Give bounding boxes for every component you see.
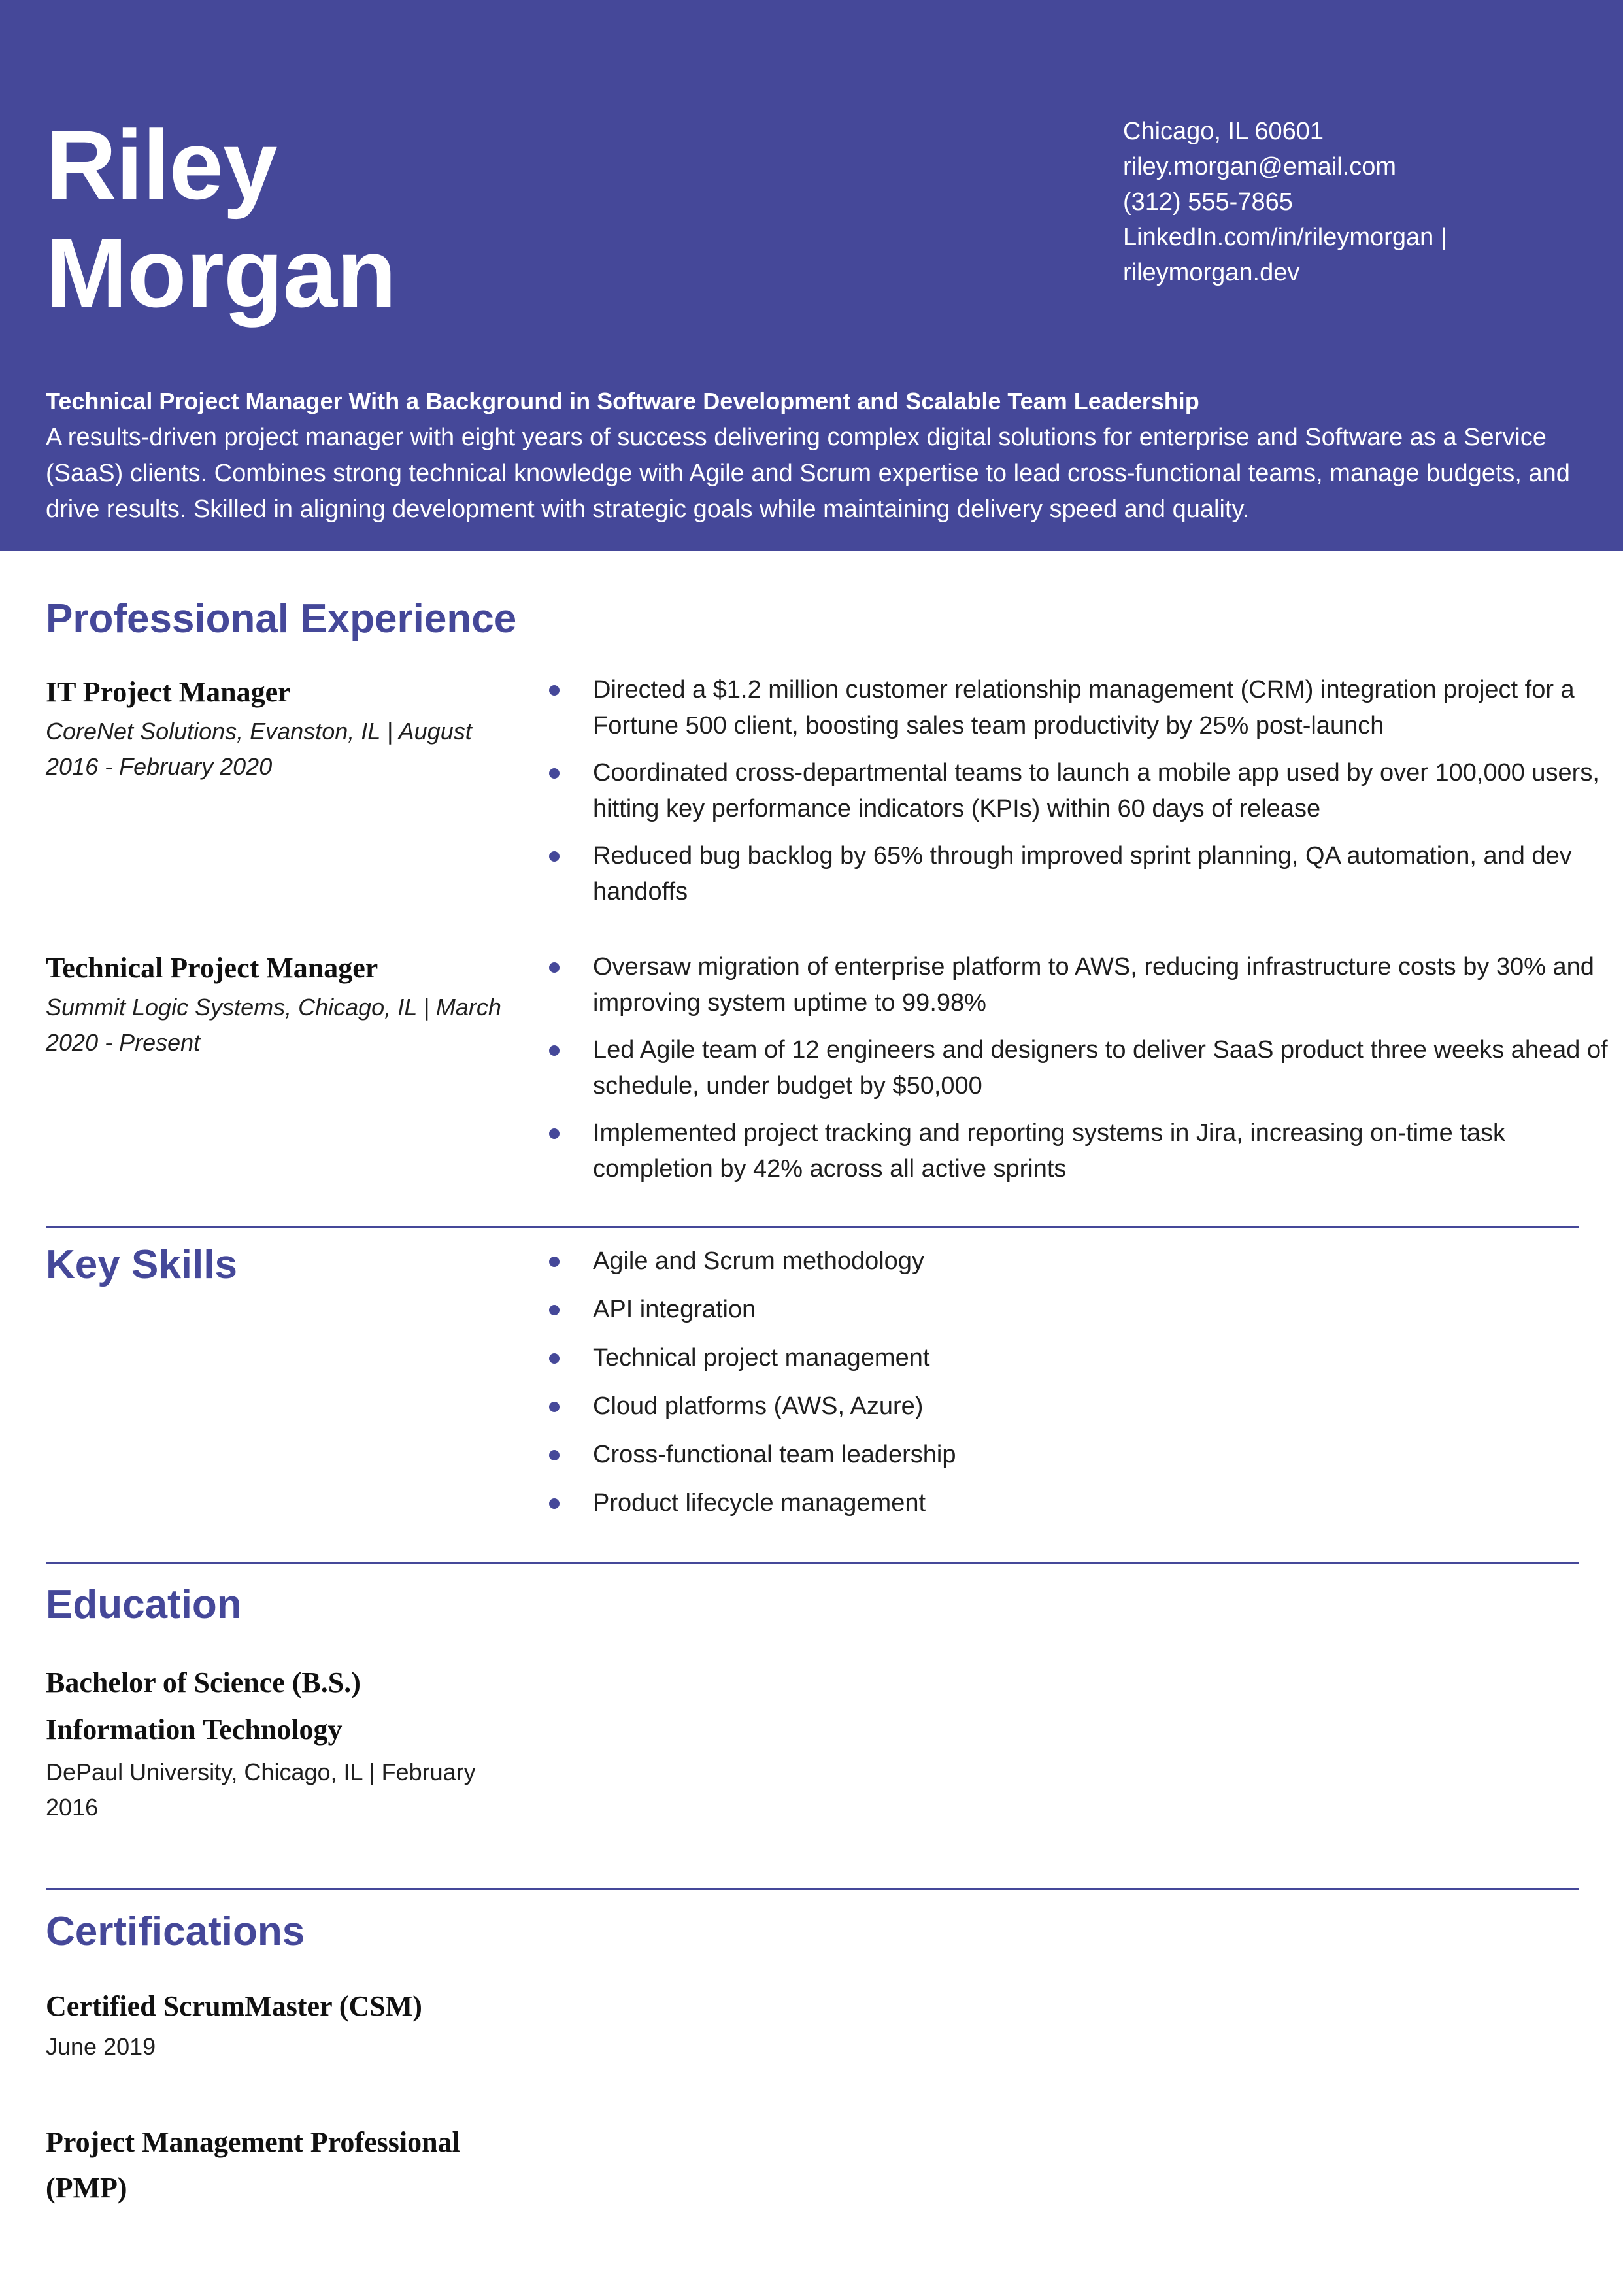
contact-website[interactable]: rileymorgan.dev bbox=[1123, 259, 1300, 286]
section-title-education: Education bbox=[46, 1582, 242, 1627]
bullet-icon bbox=[549, 1498, 560, 1509]
certification-date: June 2019 bbox=[46, 2033, 156, 2060]
list-item: Reduced bug backlog by 65% through improved sprint planning, QA automation, and dev handoffs bbox=[549, 838, 1618, 910]
bullet-icon bbox=[549, 851, 560, 862]
degree-field: Information Technology bbox=[46, 1714, 343, 1746]
summary-title: Technical Project Manager With a Background in Software Development and Scalable Team Leadership bbox=[46, 388, 1199, 414]
name-last: Morgan bbox=[46, 218, 396, 328]
list-item: Cross-functional team leadership bbox=[549, 1437, 1618, 1473]
summary bbox=[46, 383, 1575, 528]
candidate-name bbox=[46, 111, 699, 327]
job-title: IT Project Manager bbox=[46, 676, 291, 708]
certification-title-line-1: Project Management Professional bbox=[46, 2126, 460, 2158]
certification-2 bbox=[46, 2119, 634, 2211]
certification-title-line-2: (PMP) bbox=[46, 2172, 127, 2204]
list-item: Technical project management bbox=[549, 1340, 1618, 1376]
certifications-section bbox=[46, 1908, 1579, 2221]
degree: Bachelor of Science (B.S.) bbox=[46, 1666, 361, 1698]
list-item: Cloud platforms (AWS, Azure) bbox=[549, 1389, 1618, 1425]
education-section bbox=[46, 1581, 1579, 1868]
list-item: Oversaw migration of enterprise platform to AWS, reducing infrastructure costs by 30% and improving system uptime to 99.98% bbox=[549, 949, 1618, 1021]
job-2-info bbox=[46, 949, 516, 1060]
job-1-bullets bbox=[549, 672, 1618, 921]
contact-location: Chicago, IL 60601 bbox=[1123, 118, 1324, 145]
bullet-icon bbox=[549, 1257, 560, 1267]
job-2-bullets bbox=[549, 949, 1618, 1198]
job-title: Technical Project Manager bbox=[46, 952, 378, 984]
section-title-skills: Key Skills bbox=[46, 1242, 237, 1287]
contact-linkedin[interactable]: LinkedIn.com/in/rileymorgan | bbox=[1123, 224, 1447, 251]
bullet-icon bbox=[549, 1045, 560, 1056]
contact-phone: (312) 555-7865 bbox=[1123, 188, 1293, 216]
list-item: Agile and Scrum methodology bbox=[549, 1243, 1618, 1279]
resume-header bbox=[0, 0, 1623, 551]
list-item: API integration bbox=[549, 1292, 1618, 1328]
certification-title: Certified ScrumMaster (CSM) bbox=[46, 1990, 422, 2022]
contact-email[interactable]: riley.morgan@email.com bbox=[1123, 153, 1396, 180]
job-meta: CoreNet Solutions, Evanston, IL | August 2016 - February 2020 bbox=[46, 718, 472, 780]
contact-info bbox=[1123, 114, 1594, 290]
bullet-icon bbox=[549, 962, 560, 973]
experience-section bbox=[46, 595, 1608, 1223]
skills-section bbox=[46, 1241, 1579, 1555]
education-entry bbox=[46, 1659, 516, 1825]
bullet-icon bbox=[549, 685, 560, 696]
bullet-icon bbox=[549, 768, 560, 779]
list-item: Coordinated cross-departmental teams to launch a mobile app used by over 100,000 users, hitting key performance indicators (KPIs) within 60 days of release bbox=[549, 755, 1618, 827]
certification-1 bbox=[46, 1987, 634, 2065]
school: DePaul University, Chicago, IL | February 2016 bbox=[46, 1759, 476, 1821]
bullet-icon bbox=[549, 1402, 560, 1412]
name-first: Riley bbox=[46, 110, 277, 220]
bullet-icon bbox=[549, 1305, 560, 1315]
list-item: Implemented project tracking and reporting systems in Jira, increasing on-time task completion by 42% across all active sprints bbox=[549, 1115, 1618, 1187]
section-divider bbox=[46, 1226, 1579, 1228]
list-item: Led Agile team of 12 engineers and designers to deliver SaaS product three weeks ahead of schedule, under budget by $50,000 bbox=[549, 1032, 1618, 1104]
summary-text: A results-driven project manager with eight years of success delivering complex digital solutions for enterprise and Software as a Service (SaaS) clients. Combines strong technical knowledge with Agile and Scrum expertise to lead cross-functional teams, manage budgets, and drive results. Skilled in aligning development with strategic goals while maintaining delivery speed and quality. bbox=[46, 424, 1570, 523]
bullet-icon bbox=[549, 1353, 560, 1364]
job-meta: Summit Logic Systems, Chicago, IL | March 2020 - Present bbox=[46, 994, 501, 1056]
section-divider bbox=[46, 1562, 1579, 1564]
list-item: Directed a $1.2 million customer relationship management (CRM) integration project for a Fortune 500 client, boosting sales team productivity by 25% post-launch bbox=[549, 672, 1618, 744]
section-title-certifications: Certifications bbox=[46, 1909, 305, 1954]
job-1-info bbox=[46, 673, 516, 785]
bullet-icon bbox=[549, 1450, 560, 1460]
bullet-icon bbox=[549, 1128, 560, 1139]
list-item: Product lifecycle management bbox=[549, 1485, 1618, 1521]
section-title-experience: Professional Experience bbox=[46, 596, 517, 641]
skills-list bbox=[549, 1243, 1618, 1534]
section-divider bbox=[46, 1888, 1579, 1890]
